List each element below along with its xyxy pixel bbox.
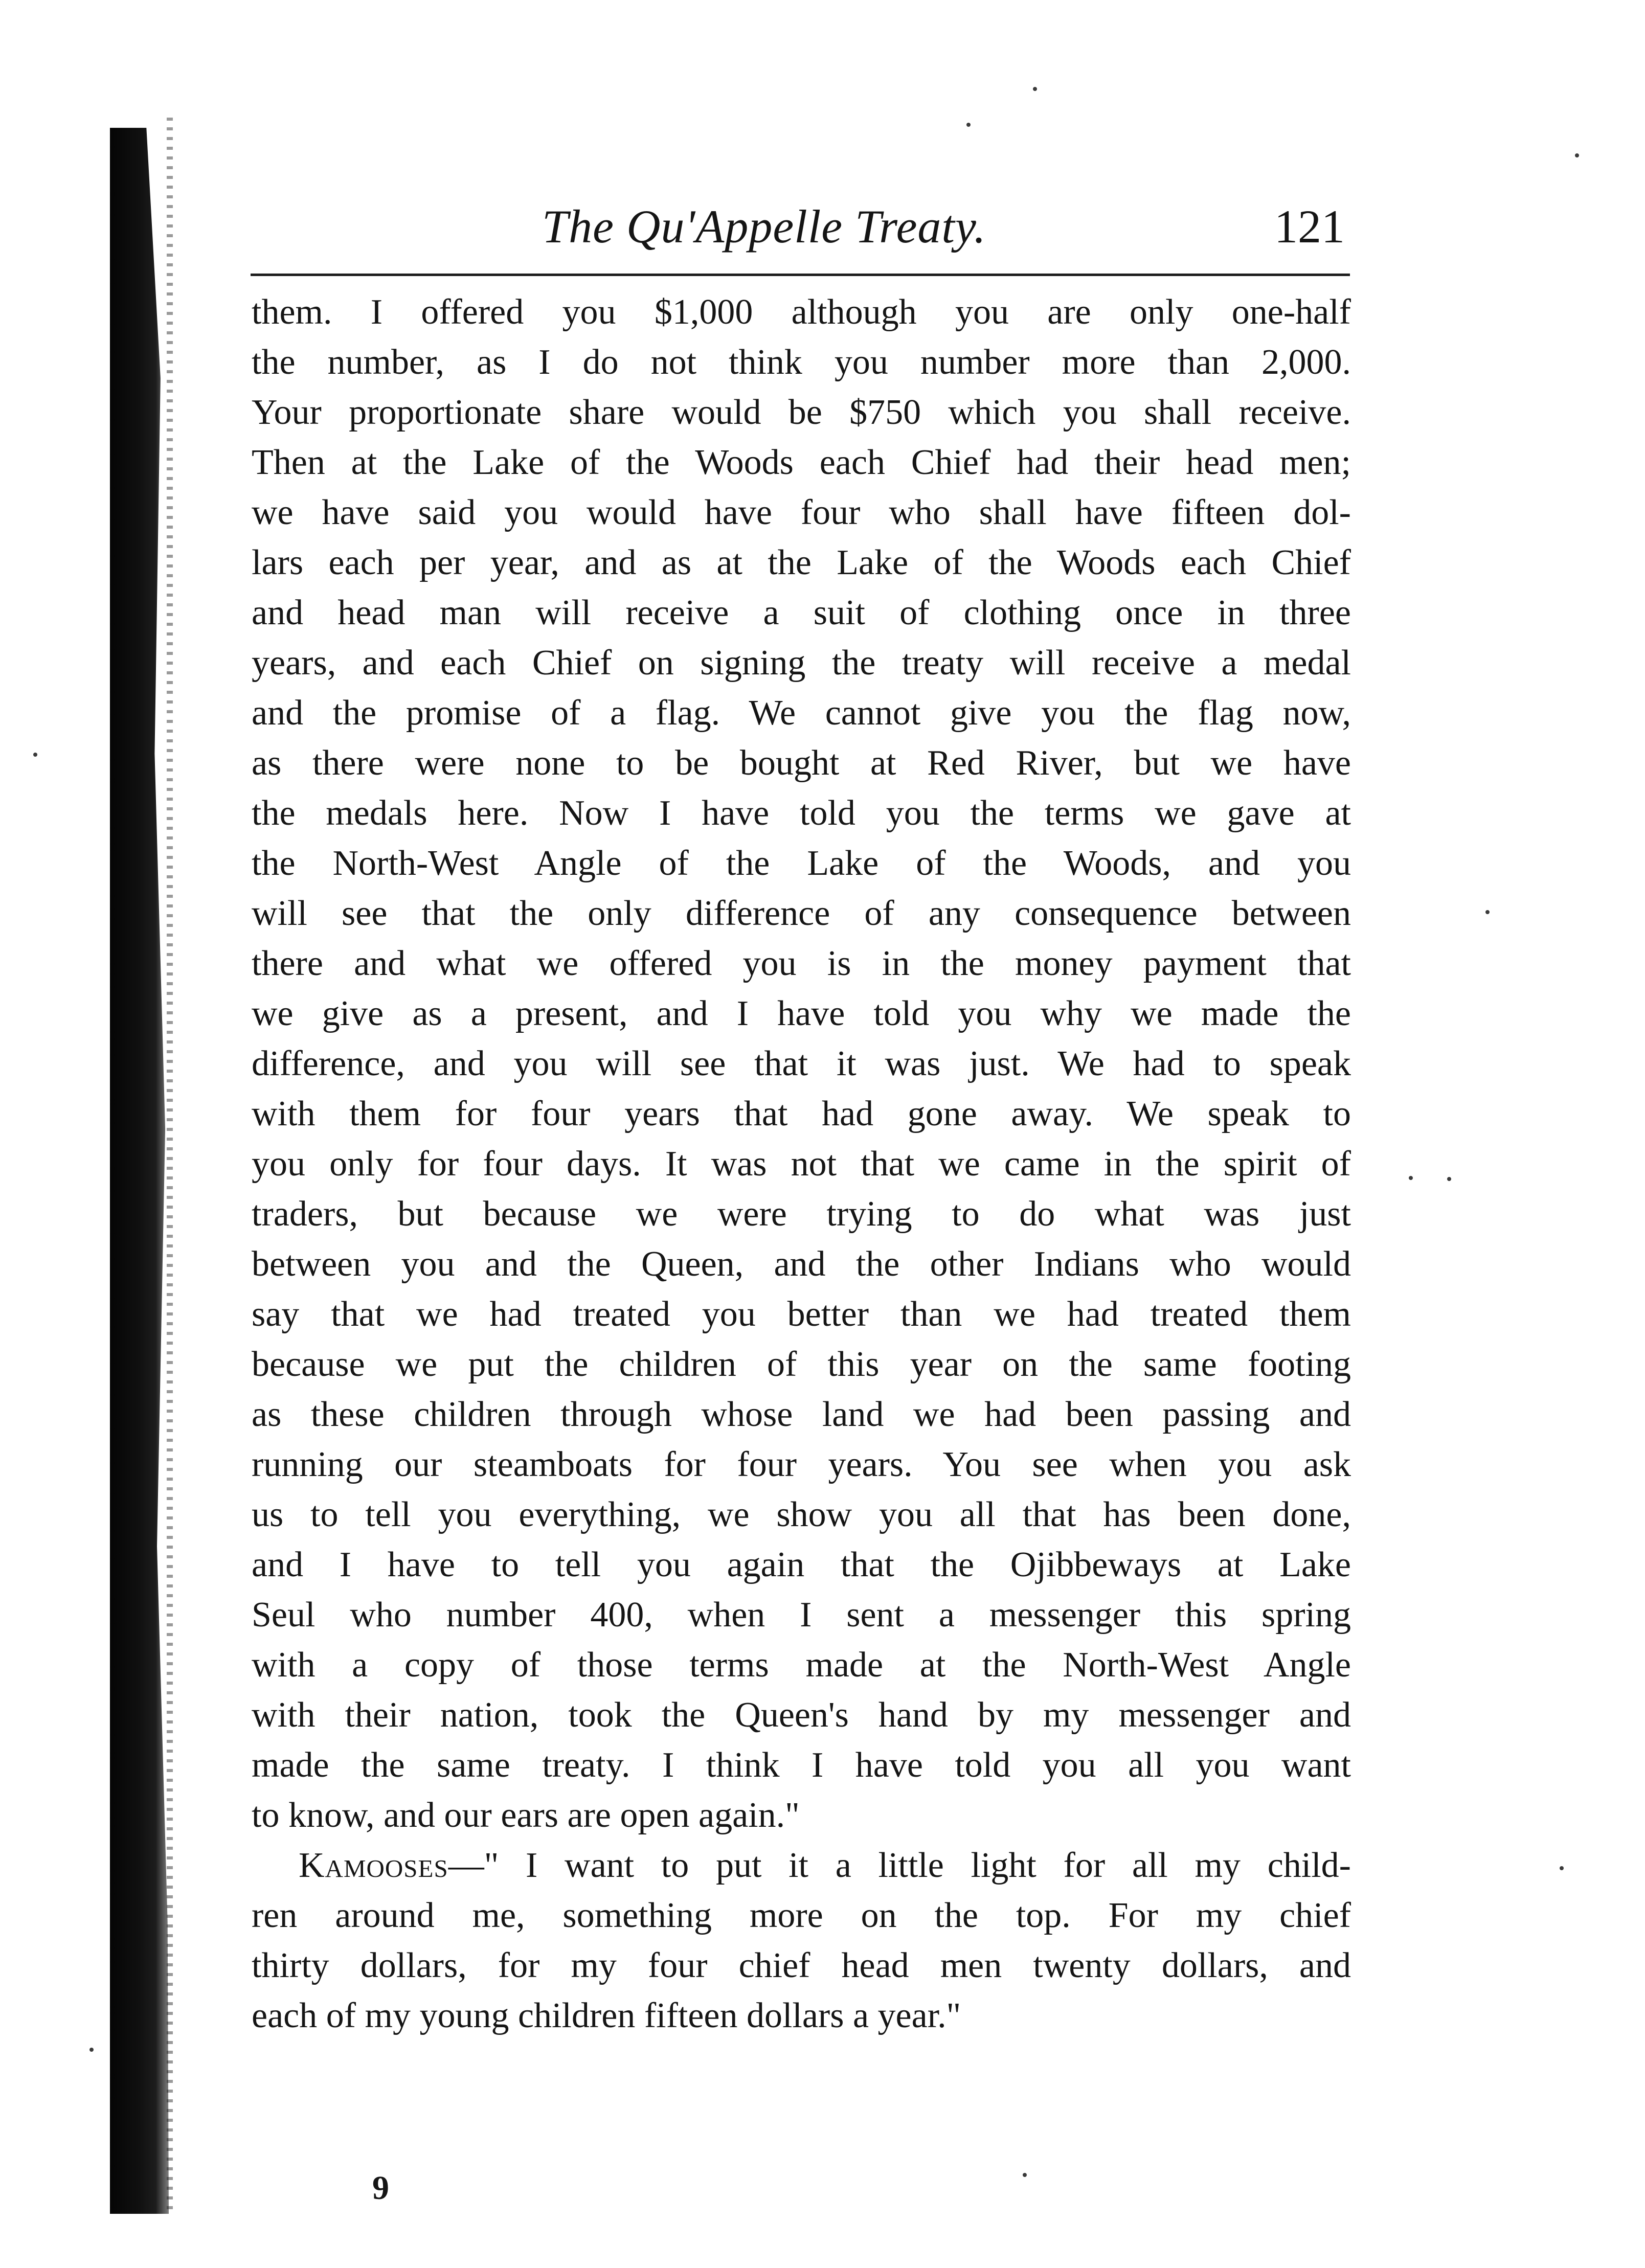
- text-line: the North-West Angle of the Lake of the Woods, and you: [252, 844, 1351, 883]
- text-line: the number, as I do not think you number more than 2,000.: [252, 343, 1351, 382]
- running-head: [245, 198, 1345, 275]
- speech-opening: —" I want to put it a little light for all my child-: [448, 1846, 1351, 1885]
- text-line: the medals here. Now I have told you the terms we gave at: [252, 793, 1351, 833]
- body-text: [252, 287, 1351, 2041]
- print-speck: [1033, 87, 1037, 91]
- text-line: there and what we offered you is in the money payment that: [252, 944, 1351, 983]
- signature-mark: 9: [372, 2169, 389, 2207]
- text-line: and head man will receive a suit of clothing once in three: [252, 593, 1351, 632]
- text-line: difference, and you will see that it was just. We had to speak: [252, 1044, 1351, 1083]
- text-line: thirty dollars, for my four chief head men twenty dollars, and: [252, 1946, 1351, 1985]
- text-line: Then at the Lake of the Woods each Chief had their head men;: [252, 443, 1351, 482]
- print-speck: [1023, 2173, 1027, 2177]
- text-line: Seul who number 400, when I sent a messenger this spring: [252, 1595, 1351, 1635]
- print-speck: [1485, 910, 1490, 914]
- text-line: to know, and our ears are open again.": [252, 1796, 800, 1835]
- text-line: and the promise of a flag. We cannot give you the flag now,: [252, 693, 1351, 733]
- text-line: will see that the only difference of any consequence between: [252, 894, 1351, 933]
- head-rule: [251, 274, 1350, 276]
- text-line: years, and each Chief on signing the treaty will receive a medal: [252, 643, 1351, 683]
- print-speck: [1409, 1176, 1413, 1180]
- text-line: with a copy of those terms made at the North-West Angle: [252, 1645, 1351, 1685]
- text-line: with their nation, took the Queen's hand by my messenger and: [252, 1695, 1351, 1735]
- text-line: them. I offered you $1,000 although you are only one-half: [252, 292, 1351, 332]
- print-speck: [1575, 153, 1579, 157]
- text-line: as these children through whose land we had been passing and: [252, 1395, 1351, 1434]
- text-line: Your proportionate share would be $750 which you shall receive.: [252, 393, 1351, 432]
- text-line: and I have to tell you again that the Ojibbeways at Lake: [252, 1545, 1351, 1584]
- speech-paragraph: [252, 1841, 1351, 2041]
- text-line: traders, but because we were trying to do what was just: [252, 1194, 1351, 1234]
- binding-edge: [167, 118, 173, 2214]
- text-line: us to tell you everything, we show you all that has been done,: [252, 1495, 1351, 1534]
- text-line: each of my young children fifteen dollars a year.": [252, 1996, 961, 2035]
- text-line: ren around me, something more on the top. For my chief: [252, 1896, 1351, 1935]
- print-speck: [1447, 1177, 1451, 1181]
- print-speck: [33, 753, 37, 757]
- text-line: between you and the Queen, and the other Indians who would: [252, 1244, 1351, 1284]
- text-line: you only for four days. It was not that we came in the spirit of: [252, 1144, 1351, 1184]
- text-line: lars each per year, and as at the Lake of the Woods each Chief: [252, 543, 1351, 582]
- paragraph-continued: [252, 287, 1351, 1841]
- text-line: say that we had treated you better than we had treated them: [252, 1295, 1351, 1334]
- running-title: The Qu'Appelle Treaty.: [542, 200, 986, 253]
- text-line: we have said you would have four who shall have fifteen dol-: [252, 493, 1351, 532]
- text-line: because we put the children of this year on the same footing: [252, 1345, 1351, 1384]
- print-speck: [1560, 1866, 1564, 1870]
- speaker-name: Kamooses: [299, 1846, 448, 1885]
- print-speck: [89, 2048, 94, 2052]
- text-line: with them for four years that had gone away. We speak to: [252, 1094, 1351, 1133]
- text-line: made the same treaty. I think I have told you all you want: [252, 1745, 1351, 1785]
- binding-shadow: [110, 128, 169, 2214]
- page-number: 121: [1274, 200, 1345, 253]
- text-line: we give as a present, and I have told you why we made the: [252, 994, 1351, 1033]
- text-line: running our steamboats for four years. You see when you ask: [252, 1445, 1351, 1484]
- print-speck: [966, 123, 971, 127]
- speech-first-line: [252, 1841, 1351, 1891]
- text-line: as there were none to be bought at Red River, but we have: [252, 743, 1351, 783]
